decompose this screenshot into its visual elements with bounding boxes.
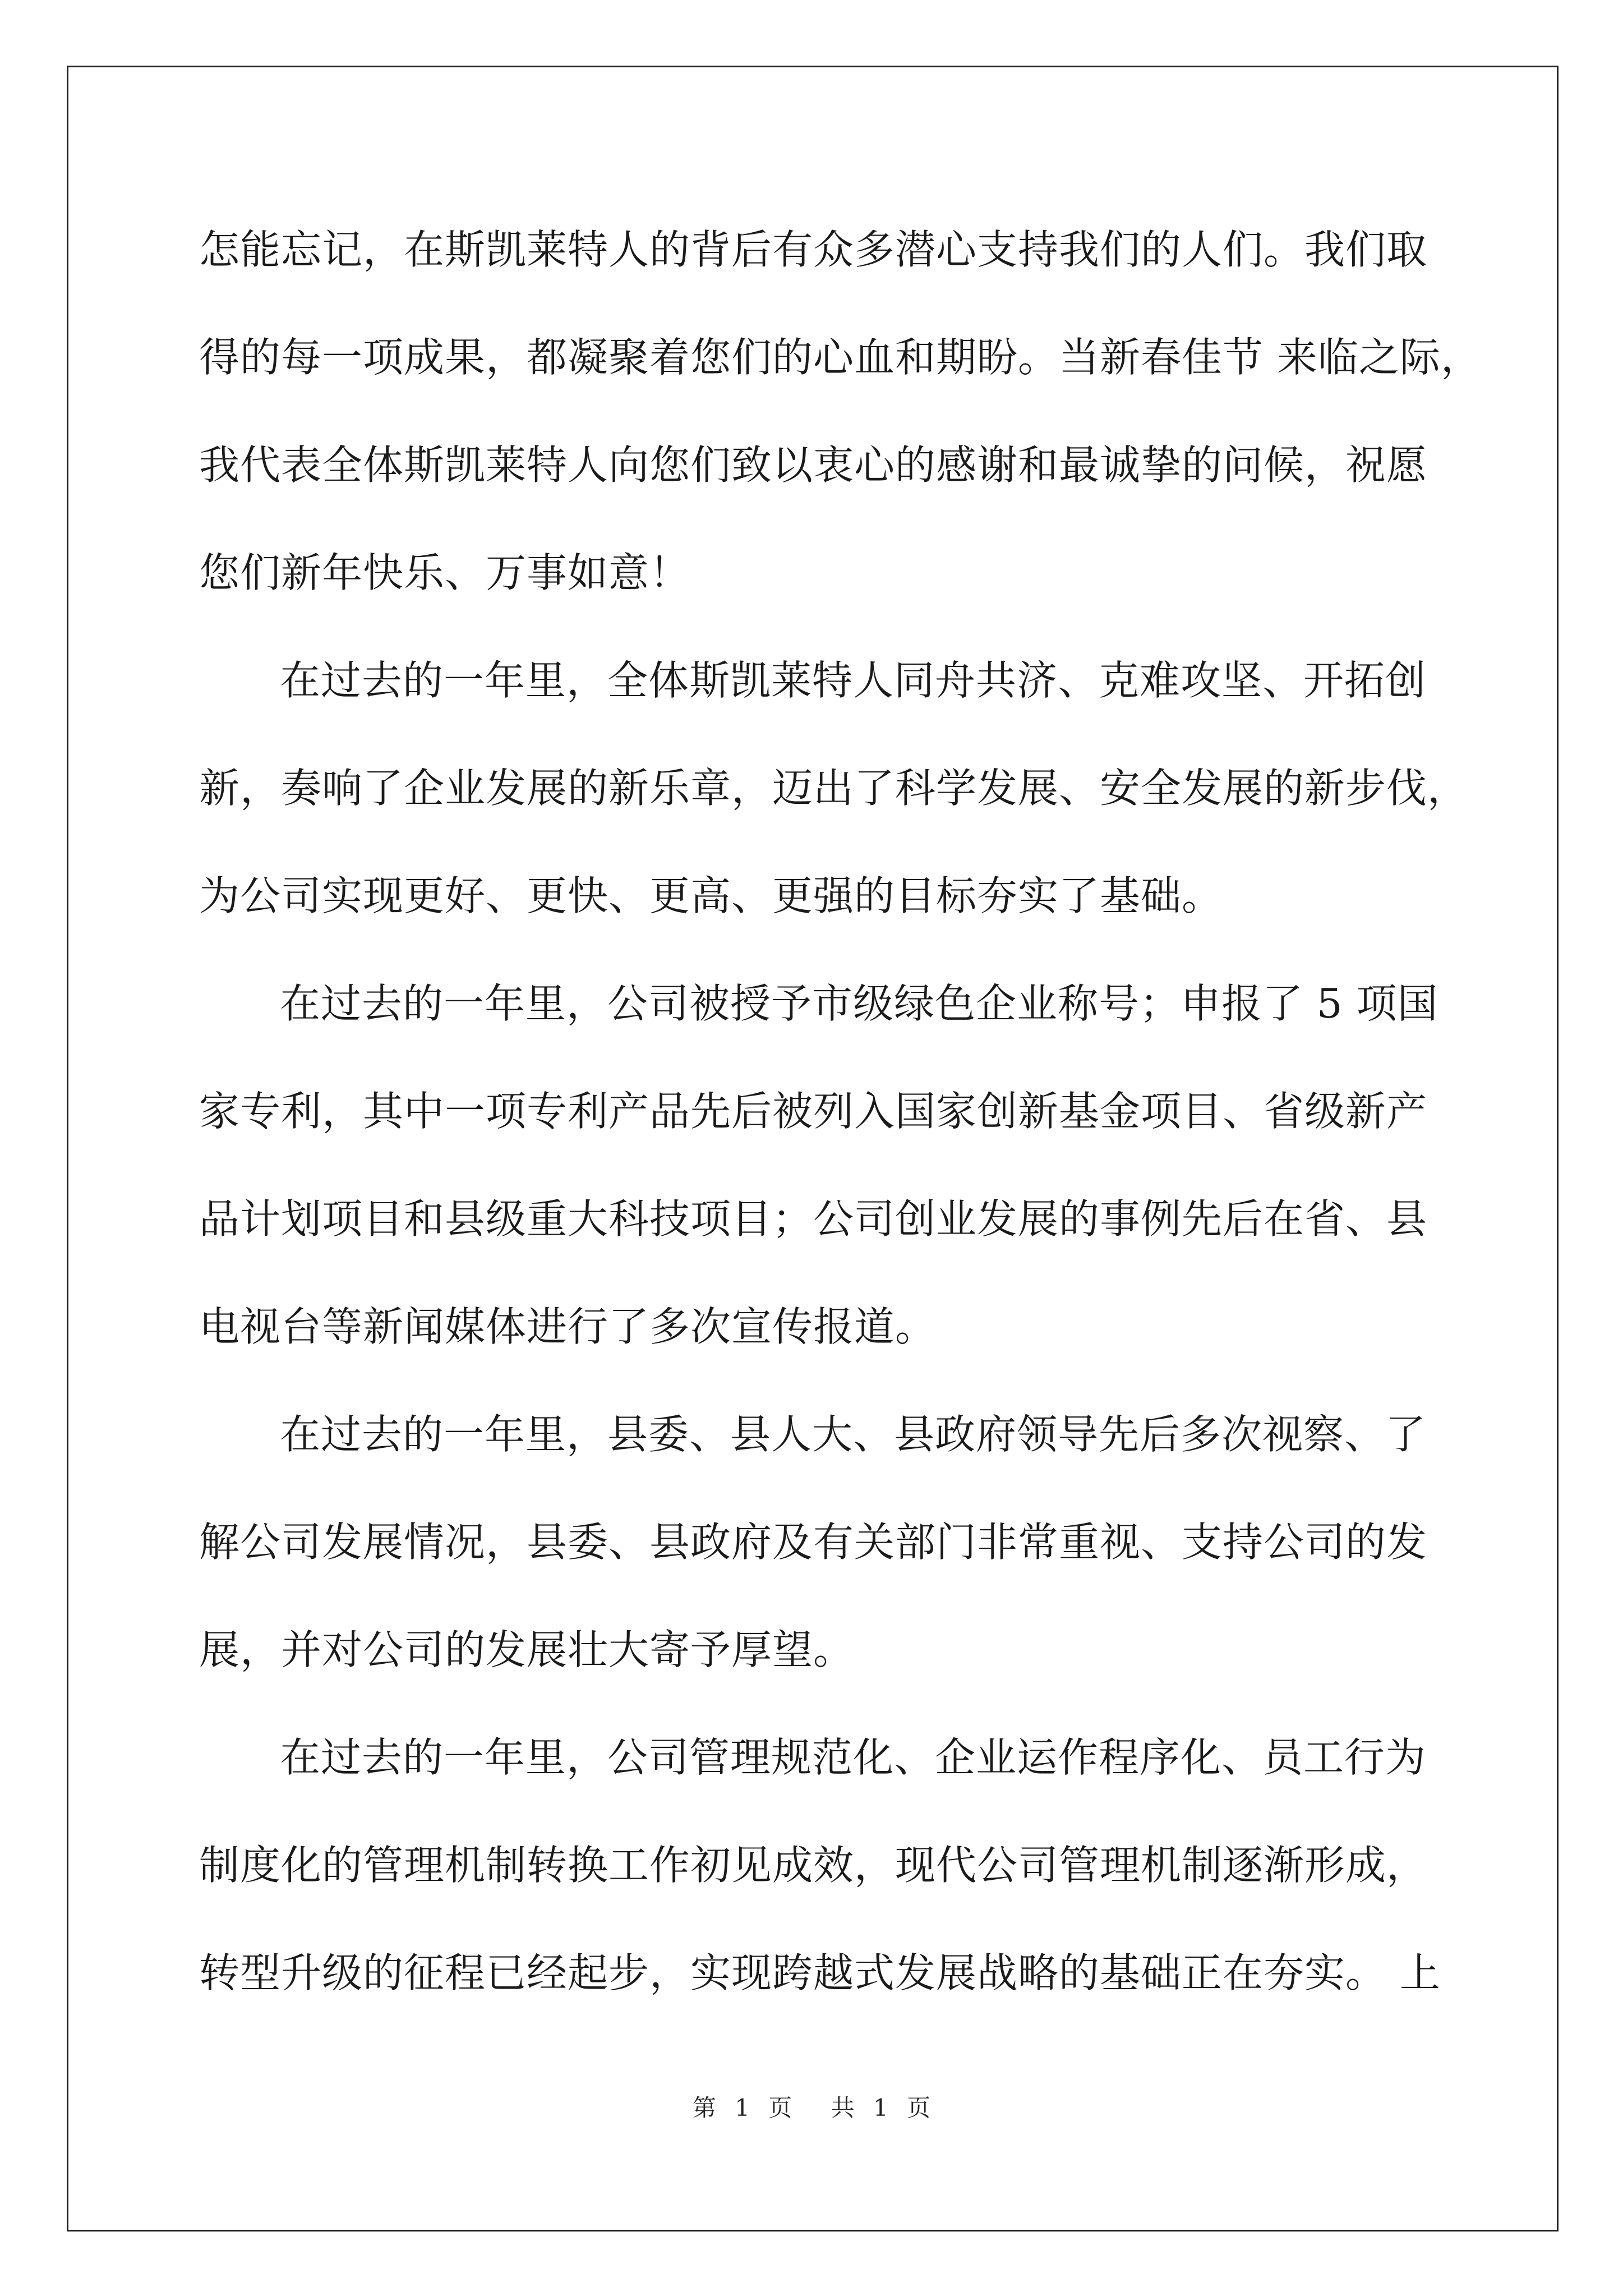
paragraph-line: 为公司实现更好、更快、更高、更强的目标夯实了基础。	[199, 872, 1223, 919]
paragraph-line: 新，奏响了企业发展的新乐章，迈出了科学发展、安全发展的新步伐，	[199, 765, 1469, 812]
paragraph-line: 在过去的一年里，公司被授予市级绿色企业称号；申报了 5 项国	[280, 980, 1438, 1027]
paragraph-line: 制度化的管理机制转换工作初见成效，现代公司管理机制逐渐形成，	[199, 1842, 1428, 1889]
paragraph-line: 您们新年快乐、万事如意！	[199, 549, 691, 596]
paragraph-line: 解公司发展情况，县委、县政府及有关部门非常重视、支持公司的发	[199, 1519, 1428, 1566]
page-footer	[0, 2091, 1623, 2125]
paragraph-line: 在过去的一年里，公司管理规范化、企业运作程序化、员工行为	[280, 1734, 1427, 1781]
page-total-label: 共 1 页	[831, 2094, 931, 2122]
paragraph-line: 转型升级的征程已经起步，实现跨越式发展战略的基础正在夯实。 上	[199, 1949, 1441, 1996]
paragraph-line: 我代表全体斯凯莱特人向您们致以衷心的感谢和最诚挚的问候，祝愿	[199, 441, 1428, 489]
paragraph-line: 得的每一项成果，都凝聚着您们的心血和期盼。当新春佳节 来临之际，	[199, 334, 1482, 381]
paragraph-line: 品计划项目和县级重大科技项目；公司创业发展的事例先后在省、县	[199, 1195, 1428, 1243]
paragraph-line: 在过去的一年里，全体斯凯莱特人同舟共济、克难攻坚、开拓创	[280, 657, 1427, 704]
paragraph-line: 怎能忘记，在斯凯莱特人的背后有众多潜心支持我们的人们。我们取	[199, 226, 1428, 273]
paragraph-line: 电视台等新闻媒体进行了多次宣传报道。	[199, 1303, 937, 1350]
paragraph-line: 在过去的一年里，县委、县人大、县政府领导先后多次视察、了	[280, 1411, 1427, 1458]
paragraph-line: 展，并对公司的发展壮大寄予厚望。	[199, 1626, 855, 1673]
page-number-label: 第 1 页	[692, 2094, 792, 2122]
paragraph-line: 家专利，其中一项专利产品先后被列入国家创新基金项目、省级新产	[199, 1088, 1428, 1135]
